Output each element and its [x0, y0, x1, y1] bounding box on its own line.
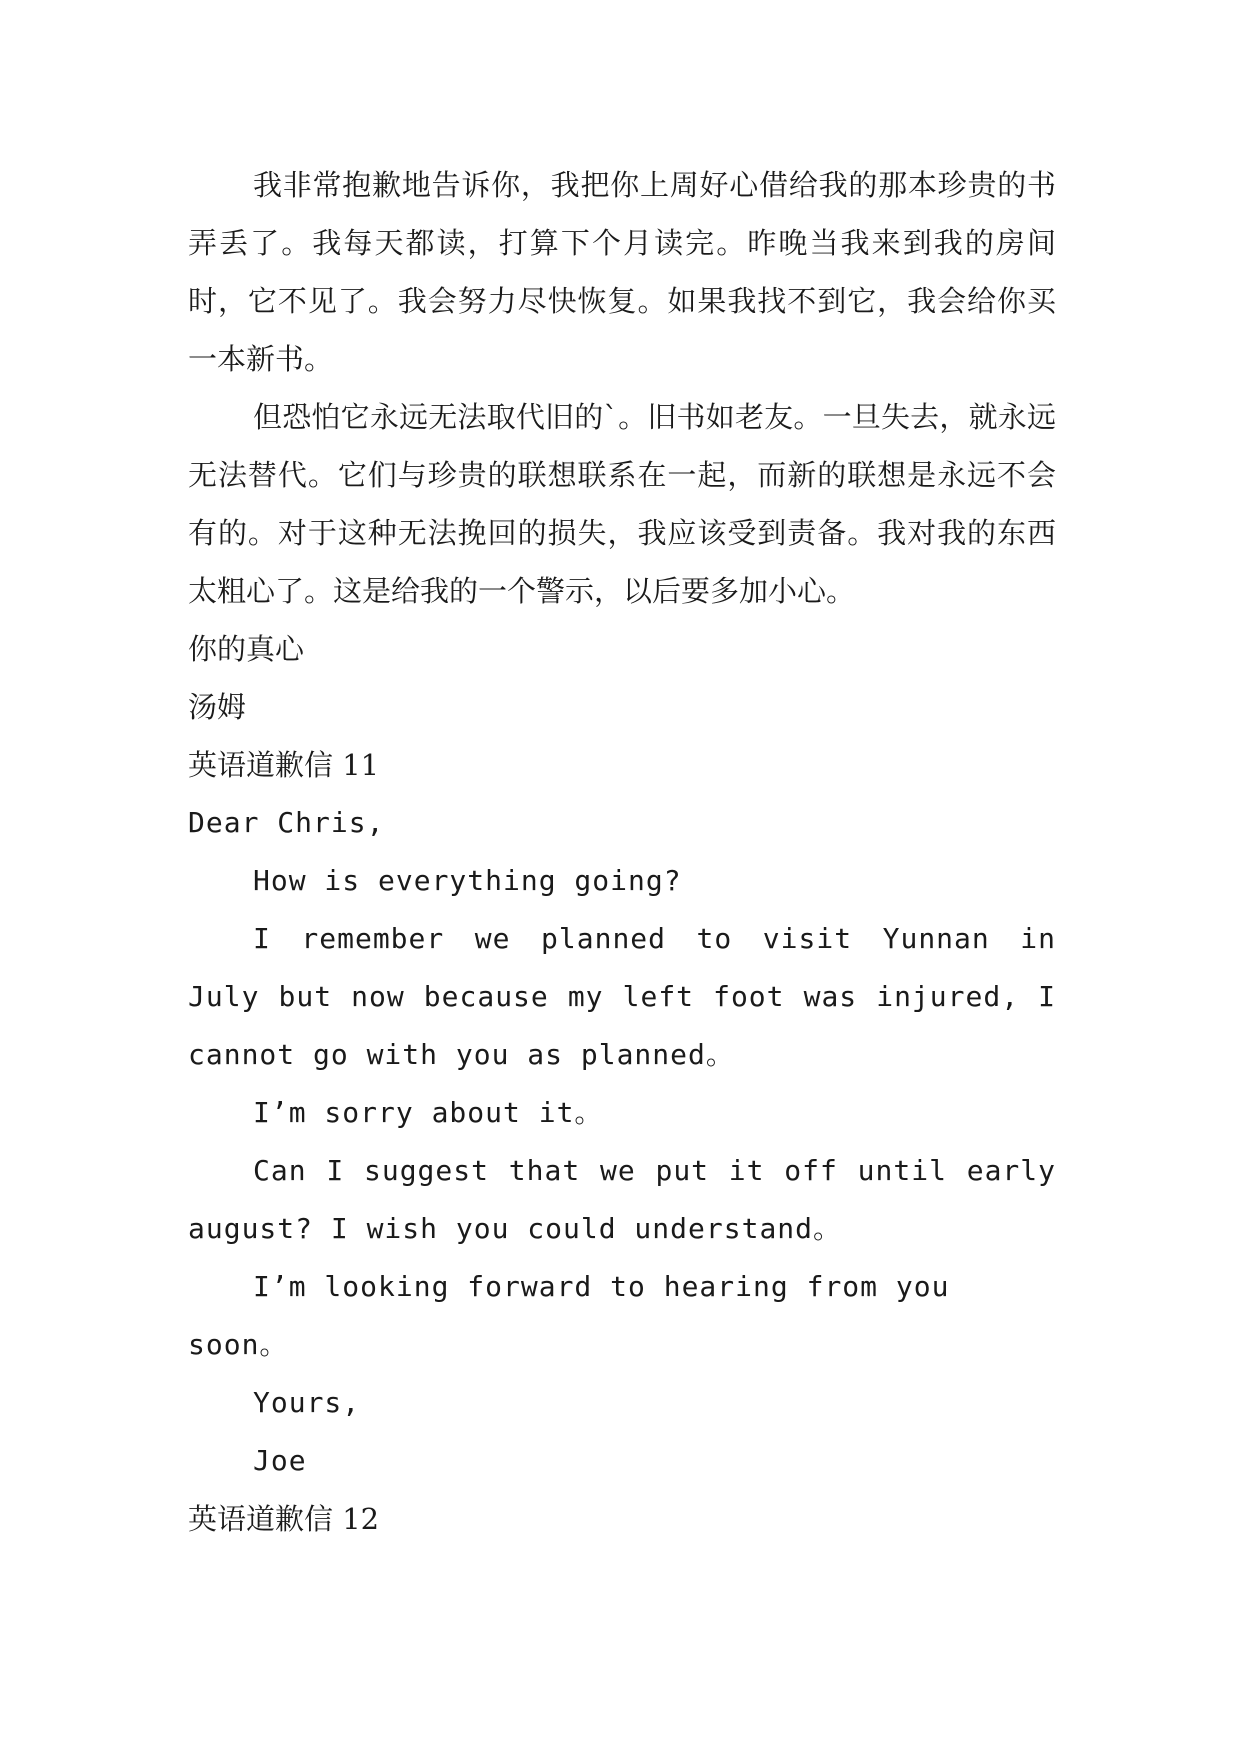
document-body — [188, 156, 1056, 1548]
letter-line-1: How is everything going? — [253, 864, 682, 897]
chinese-closing: 你的真心 — [188, 632, 305, 666]
letter-salutation: Dear Chris, — [188, 806, 385, 839]
letter-line-2: I remember we planned to visit Yunnan in July but now because my left foot was injured, I cannot go with you as planned。 — [188, 922, 1056, 1071]
letter-line-4: Can I suggest that we put it off until early august? I wish you could understand。 — [188, 1154, 1056, 1245]
letter-closing: Yours, — [253, 1386, 361, 1419]
letter-signature: Joe — [253, 1444, 307, 1477]
chinese-paragraph-1: 我非常抱歉地告诉你，我把你上周好心借给我的那本珍贵的书弄丢了。我每天都读，打算下个月读完。昨晚当我来到我的房间时，它不见了。我会努力尽快恢复。如果我找不到它，我会给你买一本新书。 — [188, 168, 1056, 376]
chinese-paragraph-2: 但恐怕它永远无法取代旧的`。旧书如老友。一旦失去，就永远无法替代。它们与珍贵的联想联系在一起，而新的联想是永远不会有的。对于这种无法挽回的损失，我应该受到责备。我对我的东西太粗心了。这是给我的一个警示，以后要多加小心。 — [188, 400, 1056, 608]
letter-line-5: I’m looking forward to hearing from you soon。 — [188, 1270, 950, 1361]
section-11-title: 英语道歉信 11 — [188, 748, 380, 782]
section-12-title: 英语道歉信 12 — [188, 1502, 380, 1536]
letter-line-3: I’m sorry about it。 — [253, 1096, 604, 1129]
chinese-signature: 汤姆 — [188, 690, 247, 724]
